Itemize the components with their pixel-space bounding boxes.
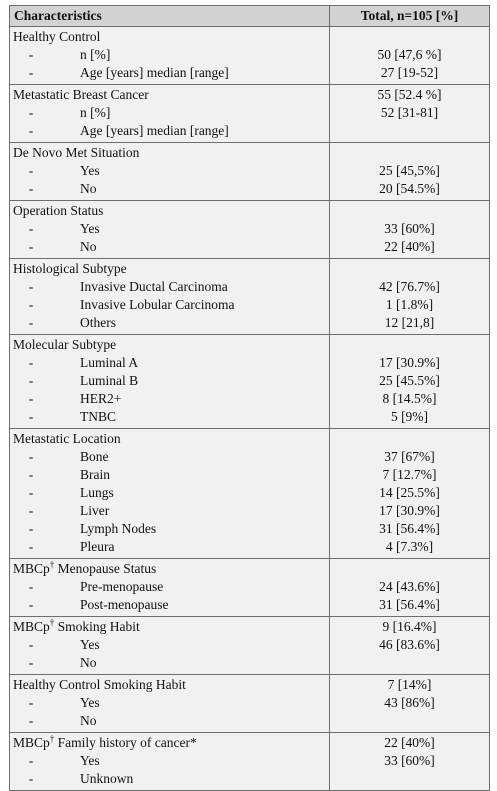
header-characteristics: Characteristics: [10, 6, 330, 27]
value-text: 52 [31-81]: [380, 105, 439, 120]
group-title-text: Metastatic Breast Cancer: [13, 87, 149, 102]
group-title-text: De Novo Met Situation: [13, 145, 140, 160]
dash-bullet: -: [28, 391, 34, 406]
item-label: Invasive Lobular Carcinoma: [80, 297, 235, 312]
group-title-text: MBCp: [13, 735, 50, 750]
value-text: 1 [1.8%]: [385, 297, 434, 312]
total-cell: [330, 27, 490, 85]
item-label: Invasive Ductal Carcinoma: [80, 279, 228, 294]
dash-bullet: -: [28, 297, 34, 312]
value-text: 14 [25.5%]: [379, 485, 440, 500]
group-title: [13, 560, 325, 578]
value-text: 22 [40%]: [384, 239, 435, 254]
table-row: [10, 143, 490, 201]
item-label: Luminal A: [80, 355, 139, 370]
list-item: [13, 408, 325, 426]
list-item: [13, 636, 325, 654]
group-title: [13, 202, 325, 220]
dash-bullet: -: [28, 409, 34, 424]
dash-bullet: -: [28, 123, 34, 138]
value-text: 25 [45.5%]: [379, 373, 440, 388]
dash-bullet: -: [28, 181, 34, 196]
total-cell: [330, 259, 490, 335]
item-label: Yes: [80, 637, 100, 652]
value-text: 33 [60%]: [384, 221, 435, 236]
list-item: [13, 180, 325, 198]
dash-bullet: -: [28, 485, 34, 500]
dash-bullet: -: [28, 771, 34, 786]
value-text: 55 [52.4 %]: [377, 87, 442, 102]
dash-bullet: -: [28, 655, 34, 670]
list-item: [13, 520, 325, 538]
list-item: [13, 484, 325, 502]
value-text: 5 [9%]: [390, 409, 429, 424]
group-title: [13, 28, 325, 46]
group-title: [13, 676, 325, 694]
value-text: 42 [76.7%]: [379, 279, 440, 294]
group-title: [13, 144, 325, 162]
list-item: [13, 654, 325, 672]
value-text: 17 [30.9%]: [379, 355, 440, 370]
item-label: Liver: [80, 503, 110, 518]
table-row: [10, 27, 490, 85]
dash-bullet: -: [28, 695, 34, 710]
group-title-text: MBCp: [13, 561, 50, 576]
value-text: 7 [12.7%]: [382, 467, 437, 482]
dash-bullet: -: [28, 279, 34, 294]
value-text: 31 [56.4%]: [379, 521, 440, 536]
spacer: [334, 260, 485, 278]
group-title: [13, 260, 325, 278]
list-item: [13, 220, 325, 238]
value-text: 9 [16.4%]: [382, 619, 437, 634]
list-item: [13, 538, 325, 556]
item-label: Age [years] median [range]: [80, 65, 229, 80]
dagger-superscript: †: [49, 559, 55, 570]
item-label: Others: [80, 315, 116, 330]
total-cell: [330, 429, 490, 559]
list-item: [13, 46, 325, 64]
characteristic-cell: [10, 143, 330, 201]
group-title-text: Healthy Control: [13, 29, 101, 44]
value-text: 27 [19-52]: [380, 65, 439, 80]
group-title-rest: Family history of cancer*: [54, 735, 197, 750]
value-text: 25 [45,5%]: [379, 163, 440, 178]
table-row: [10, 201, 490, 259]
spacer: [334, 28, 485, 46]
group-title-rest: Smoking Habit: [54, 619, 140, 634]
value-text: 24 [43.6%]: [379, 579, 440, 594]
item-label: Pre-menopause: [80, 579, 164, 594]
value-text: 46 [83.6%]: [379, 637, 440, 652]
item-label: Brain: [80, 467, 110, 482]
dash-bullet: -: [28, 539, 34, 554]
dash-bullet: -: [28, 467, 34, 482]
dash-bullet: -: [28, 597, 34, 612]
group-title-text: Metastatic Location: [13, 431, 121, 446]
item-label: HER2+: [80, 391, 122, 406]
table-row: [10, 429, 490, 559]
table-row: [10, 733, 490, 791]
item-label: Age [years] median [range]: [80, 123, 229, 138]
dash-bullet: -: [28, 503, 34, 518]
table-row: [10, 335, 490, 429]
item-label: TNBC: [80, 409, 117, 424]
list-item: [13, 466, 325, 484]
characteristics-table: [9, 5, 490, 791]
dash-bullet: -: [28, 315, 34, 330]
spacer: [334, 144, 485, 162]
characteristic-cell: [10, 85, 330, 143]
dash-bullet: -: [28, 65, 34, 80]
list-item: [13, 238, 325, 256]
characteristic-cell: [10, 335, 330, 429]
dash-bullet: -: [28, 47, 34, 62]
characteristic-cell: [10, 259, 330, 335]
total-cell: [330, 201, 490, 259]
value-text: 37 [67%]: [384, 449, 435, 464]
dagger-superscript: †: [49, 733, 55, 744]
spacer: [334, 336, 485, 354]
dash-bullet: -: [28, 355, 34, 370]
item-label: No: [80, 239, 97, 254]
dash-bullet: -: [28, 221, 34, 236]
value-text: 4 [7.3%]: [385, 539, 434, 554]
total-cell: [330, 335, 490, 429]
list-item: [13, 448, 325, 466]
list-item: [13, 122, 325, 140]
value-text: 43 [86%]: [384, 695, 435, 710]
total-cell: [330, 617, 490, 675]
item-label: n [%]: [80, 47, 111, 62]
group-title-text: Molecular Subtype: [13, 337, 117, 352]
dash-bullet: -: [28, 449, 34, 464]
table-row: [10, 559, 490, 617]
characteristic-cell: [10, 733, 330, 791]
list-item: [13, 162, 325, 180]
item-label: No: [80, 181, 97, 196]
value-text: 22 [40%]: [384, 735, 435, 750]
value-text: 7 [14%]: [387, 677, 432, 692]
list-item: [13, 390, 325, 408]
characteristic-cell: [10, 27, 330, 85]
list-item: [13, 372, 325, 390]
dash-bullet: -: [28, 753, 34, 768]
dash-bullet: -: [28, 105, 34, 120]
value-text: 8 [14.5%]: [382, 391, 437, 406]
total-cell: [330, 733, 490, 791]
list-item: [13, 296, 325, 314]
total-cell: [330, 559, 490, 617]
group-title: [13, 618, 325, 636]
list-item: [13, 694, 325, 712]
item-label: Yes: [80, 221, 100, 236]
group-title: [13, 430, 325, 448]
total-cell: [330, 675, 490, 733]
list-item: [13, 596, 325, 614]
dash-bullet: -: [28, 373, 34, 388]
spacer: [334, 560, 485, 578]
group-title-text: MBCp: [13, 619, 50, 634]
value-text: 33 [60%]: [384, 753, 435, 768]
dash-bullet: -: [28, 579, 34, 594]
list-item: [13, 502, 325, 520]
characteristic-cell: [10, 675, 330, 733]
value-text: 12 [21,8]: [384, 315, 435, 330]
table-row: [10, 85, 490, 143]
dash-bullet: -: [28, 637, 34, 652]
item-label: No: [80, 655, 97, 670]
header-row: [10, 6, 490, 27]
group-title-text: Healthy Control Smoking Habit: [13, 677, 186, 692]
header-total: Total, n=105 [%]: [330, 6, 490, 27]
table-body: [10, 27, 490, 791]
item-label: n [%]: [80, 105, 111, 120]
item-label: Pleura: [80, 539, 115, 554]
dash-bullet: -: [28, 521, 34, 536]
characteristic-cell: [10, 429, 330, 559]
item-label: Yes: [80, 163, 100, 178]
dagger-superscript: †: [49, 617, 55, 628]
dash-bullet: -: [28, 713, 34, 728]
value-text: 20 [54.5%]: [379, 181, 440, 196]
list-item: [13, 64, 325, 82]
list-item: [13, 770, 325, 788]
group-title: [13, 86, 325, 104]
characteristic-cell: [10, 617, 330, 675]
item-label: No: [80, 713, 97, 728]
value-text: 17 [30.9%]: [379, 503, 440, 518]
characteristic-cell: [10, 201, 330, 259]
dash-bullet: -: [28, 163, 34, 178]
list-item: [13, 104, 325, 122]
group-title-text: Operation Status: [13, 203, 104, 218]
spacer: [334, 430, 485, 448]
item-label: Bone: [80, 449, 109, 464]
item-label: Luminal B: [80, 373, 139, 388]
total-cell: [330, 143, 490, 201]
group-title: [13, 336, 325, 354]
total-cell: [330, 85, 490, 143]
list-item: [13, 354, 325, 372]
value-text: 31 [56.4%]: [379, 597, 440, 612]
item-label: Yes: [80, 695, 100, 710]
dash-bullet: -: [28, 239, 34, 254]
list-item: [13, 278, 325, 296]
table-row: [10, 617, 490, 675]
list-item: [13, 578, 325, 596]
item-label: Lungs: [80, 485, 114, 500]
spacer: [334, 202, 485, 220]
list-item: [13, 752, 325, 770]
table-row: [10, 259, 490, 335]
value-text: 50 [47,6 %]: [377, 47, 442, 62]
group-title: [13, 734, 325, 752]
item-label: Lymph Nodes: [80, 521, 157, 536]
list-item: [13, 712, 325, 730]
group-title-text: Histological Subtype: [13, 261, 127, 276]
group-title-rest: Menopause Status: [54, 561, 157, 576]
item-label: Yes: [80, 753, 100, 768]
list-item: [13, 314, 325, 332]
table-row: [10, 675, 490, 733]
characteristic-cell: [10, 559, 330, 617]
item-label: Post-menopause: [80, 597, 169, 612]
item-label: Unknown: [80, 771, 134, 786]
